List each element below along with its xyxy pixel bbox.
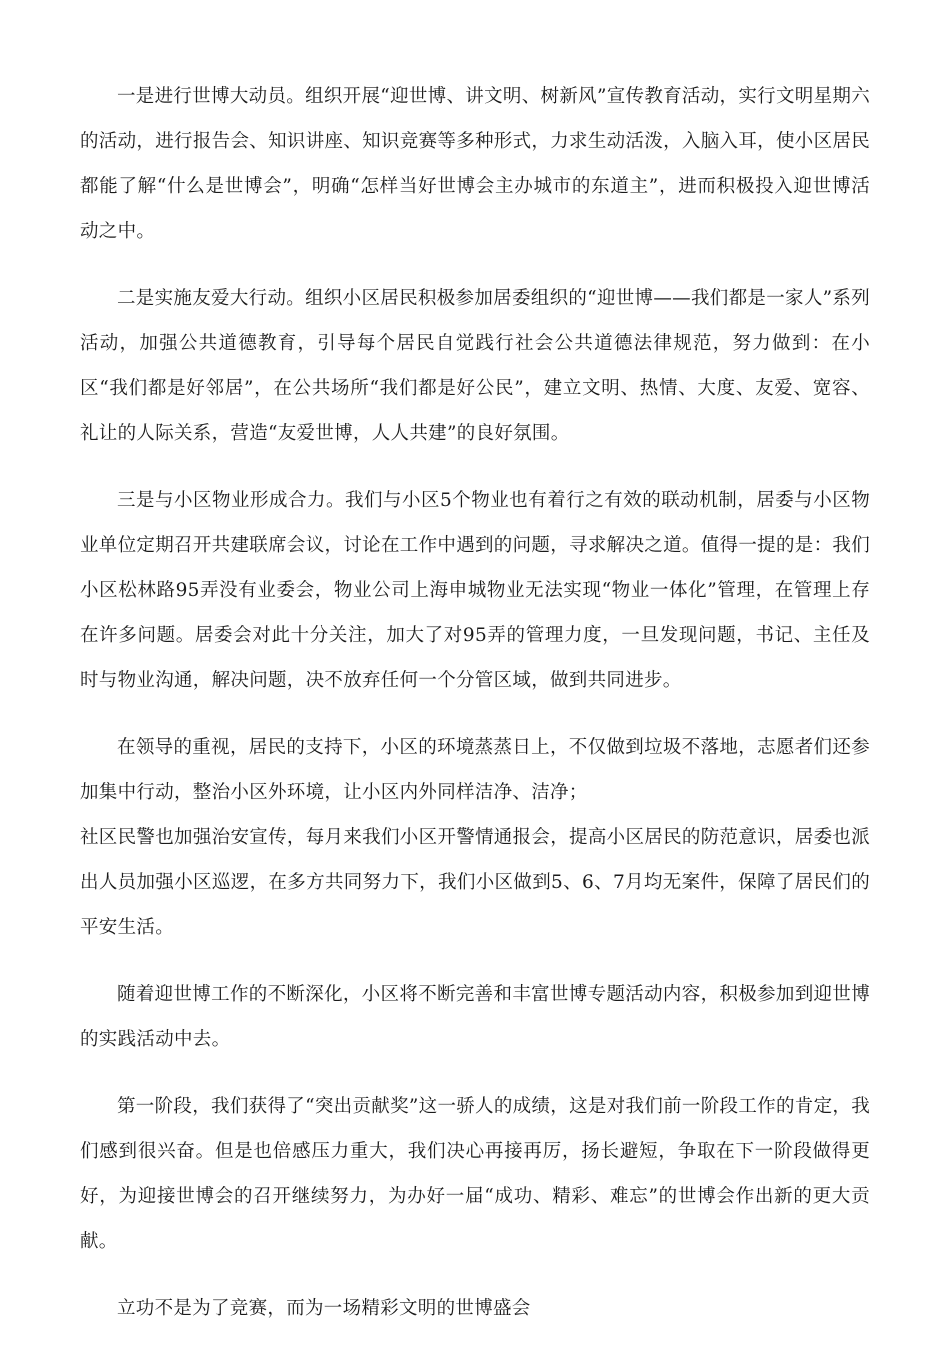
document-body xyxy=(80,74,870,1353)
paragraph-first-stage-award: 第一阶段，我们获得了“突出贡献奖”这一骄人的成绩，这是对我们前一阶段工作的肯定，我们感到很兴奋。但是也倍感压力重大，我们决心再接再厉，扬长避短，争取在下一阶段做得更好，为迎接世博会的召开继续努力，为办好一届“成功、精彩、难忘”的世博会作出新的更大贡献。 xyxy=(80,1096,870,1252)
paragraph-community-police: 社区民警也加强治安宣传，每月来我们小区开警情通报会，提高小区居民的防范意识，居委也派出人员加强小区巡逻，在多方共同努力下，我们小区做到5、6、7月均无案件，保障了居民们的平安生活。 xyxy=(80,827,870,938)
paragraph-environment: 在领导的重视，居民的支持下，小区的环境蒸蒸日上，不仅做到垃圾不落地，志愿者们还参加集中行动，整治小区外环境，让小区内外同样洁净、洁净； xyxy=(80,737,870,803)
paragraph-friendship-action: 二是实施友爱大行动。组织小区居民积极参加居委组织的“迎世博——我们都是一家人”系列活动，加强公共道德教育，引导每个居民自觉践行社会公共道德法律规范，努力做到：在小区“我们都是好邻居”，在公共场所“我们都是好公民”，建立文明、热情、大度、友爱、宽容、礼让的人际关系，营造“友爱世博，人人共建”的良好氛围。 xyxy=(80,288,870,444)
paragraph-closing-line: 立功不是为了竞赛，而为一场精彩文明的世博盛会 xyxy=(117,1298,531,1319)
paragraph-mobilization: 一是进行世博大动员。组织开展“迎世博、讲文明、树新风”宣传教育活动，实行文明星期六的活动，进行报告会、知识讲座、知识竞赛等多种形式，力求生动活泼，入脑入耳，使小区居民都能了解“什么是世博会”，明确“怎样当好世博会主办城市的东道主”，进而积极投入迎世博活动之中。 xyxy=(80,86,870,242)
paragraph-property-cooperation: 三是与小区物业形成合力。我们与小区5个物业也有着行之有效的联动机制，居委与小区物业单位定期召开共建联席会议，讨论在工作中遇到的问题，寻求解决之道。值得一提的是：我们小区松林路95弄没有业委会，物业公司上海申城物业无法实现“物业一体化”管理，在管理上存在许多问题。居委会对此十分关注，加大了对95弄的管理力度，一旦发现问题，书记、主任及时与物业沟通，解决问题，决不放弃任何一个分管区域，做到共同进步。 xyxy=(80,490,870,691)
paragraph-deepening-work: 随着迎世博工作的不断深化，小区将不断完善和丰富世博专题活动内容，积极参加到迎世博的实践活动中去。 xyxy=(80,984,870,1050)
